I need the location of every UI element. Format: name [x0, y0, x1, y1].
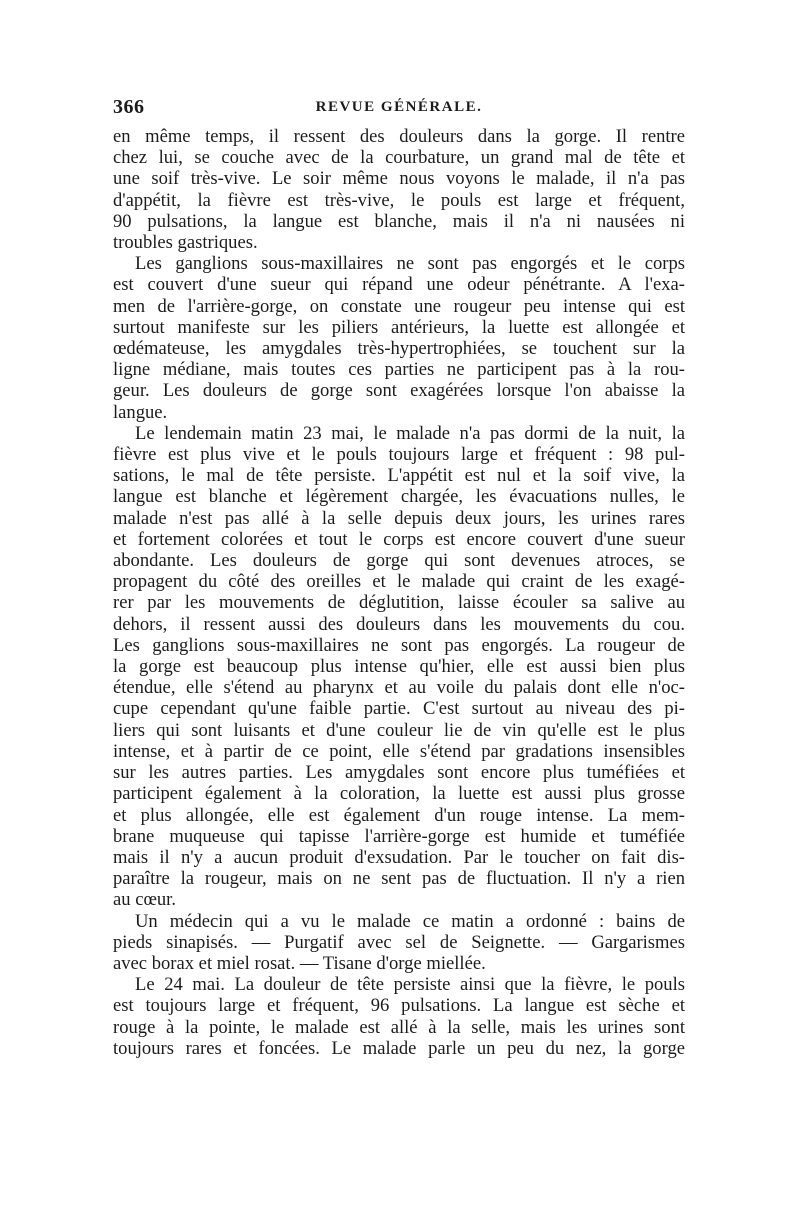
text-line: Le lendemain matin 23 mai, le malade n'a pas dormi de la nuit, la — [135, 422, 685, 444]
text-line: rouge à la pointe, le malade est allé à la selle, mais les urines sont — [113, 1016, 685, 1038]
text-line: abondante. Les douleurs de gorge qui sont devenues atroces, se — [113, 550, 685, 572]
text-line: pieds sinapisés. — Purgatif avec sel de Seignette. — Gargarismes — [113, 931, 685, 953]
text-line: langue est blanche et légèrement chargée, les évacuations nulles, le — [113, 486, 685, 508]
text-line: intense, et à partir de ce point, elle s'étend par gradations insensibles — [113, 740, 685, 762]
text-line: toujours rares et foncées. Le malade parle un peu du nez, la gorge — [113, 1037, 685, 1059]
paragraph — [113, 423, 685, 911]
paragraph — [113, 253, 685, 423]
text-line: au cœur. — [113, 889, 176, 911]
text-line: brane muqueuse qui tapisse l'arrière-gorge est humide et tuméfiée — [113, 825, 685, 847]
text-line: liers qui sont luisants et d'une couleur lie de vin qu'elle est le plus — [113, 719, 685, 741]
text-line: et plus allongée, elle est également d'un rouge intense. La mem- — [113, 804, 685, 826]
text-line: d'appétit, la fièvre est très-vive, le pouls est large et fréquent, — [113, 189, 685, 211]
running-head — [113, 96, 685, 126]
text-line: men de l'arrière-gorge, on constate une rougeur peu intense qui est — [113, 295, 685, 317]
text-line: est toujours large et fréquent, 96 pulsations. La langue est sèche et — [113, 995, 685, 1017]
text-line: paraître la rougeur, mais on ne sent pas de fluctuation. Il n'y a rien — [113, 868, 685, 890]
text-line: la gorge est beaucoup plus intense qu'hier, elle est aussi bien plus — [113, 656, 685, 678]
text-line: est couvert d'une sueur qui répand une odeur pénétrante. A l'exa- — [113, 274, 685, 296]
book-page — [113, 96, 685, 1059]
text-line: dehors, il ressent aussi des douleurs dans les mouvements du cou. — [113, 613, 685, 635]
text-line: Les ganglions sous-maxillaires ne sont pas engorgés. La rougeur de — [113, 634, 685, 656]
text-line: sations, le mal de tête persiste. L'appétit est nul et la soif vive, la — [113, 465, 685, 487]
text-line: cupe cependant qu'une faible partie. C'est surtout au niveau des pi- — [113, 698, 685, 720]
text-line: sur les autres parties. Les amygdales sont encore plus tuméfiées et — [113, 762, 685, 784]
text-line: surtout manifeste sur les piliers antérieurs, la luette est allongée et — [113, 316, 685, 338]
text-line: langue. — [113, 401, 168, 423]
text-line: Un médecin qui a vu le malade ce matin a ordonné : bains de — [135, 910, 685, 932]
text-line: malade n'est pas allé à la selle depuis deux jours, les urines rares — [113, 507, 685, 529]
paragraph — [113, 126, 685, 253]
text-line: ligne médiane, mais toutes ces parties ne participent pas à la rou- — [113, 359, 685, 381]
text-line: rer par les mouvements de déglutition, laisse écouler sa salive au — [113, 592, 685, 614]
text-line: fièvre est plus vive et le pouls toujours large et fréquent : 98 pul- — [113, 444, 685, 466]
text-line: et fortement colorées et tout le corps est encore couvert d'une sueur — [113, 528, 685, 550]
body-text — [113, 126, 685, 1059]
text-line: une soif très-vive. Le soir même nous voyons le malade, il n'a pas — [113, 168, 685, 190]
text-line: avec borax et miel rosat. — Tisane d'orge miellée. — [113, 952, 486, 974]
text-line: Les ganglions sous-maxillaires ne sont pas engorgés et le corps — [135, 253, 685, 275]
text-line: chez lui, se couche avec de la courbature, un grand mal de tête et — [113, 147, 685, 169]
page-number: 366 — [113, 96, 145, 118]
text-line: geur. Les douleurs de gorge sont exagérées lorsque l'on abaisse la — [113, 380, 685, 402]
paragraph — [113, 911, 685, 975]
text-line: mais il n'y a aucun produit d'exsudation. Par le toucher on fait dis- — [113, 846, 685, 868]
text-line: étendue, elle s'étend au pharynx et au voile du palais dont elle n'oc- — [113, 677, 685, 699]
text-line: propagent du côté des oreilles et le malade qui craint de les exagé- — [113, 571, 685, 593]
running-title: REVUE GÉNÉRALE. — [315, 99, 483, 115]
text-line: troubles gastriques. — [113, 232, 258, 254]
text-line: Le 24 mai. La douleur de tête persiste ainsi que la fièvre, le pouls — [135, 974, 685, 996]
text-line: en même temps, il ressent des douleurs dans la gorge. Il rentre — [113, 126, 685, 147]
text-line: 90 pulsations, la langue est blanche, mais il n'a ni nausées ni — [113, 210, 685, 232]
text-line: œdémateuse, les amygdales très-hypertrophiées, se touchent sur la — [113, 338, 685, 360]
text-line: participent également à la coloration, la luette est aussi plus grosse — [113, 783, 685, 805]
paragraph — [113, 974, 685, 1059]
